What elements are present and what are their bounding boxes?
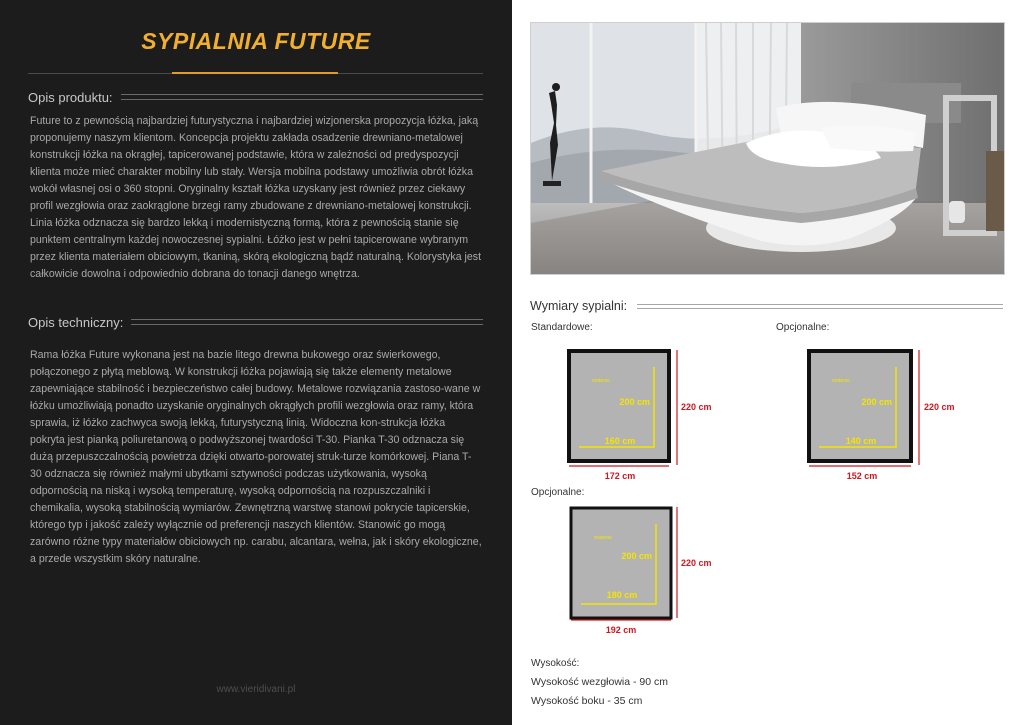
desc-heading-rule bbox=[121, 94, 483, 100]
outer-width-label: 172 cm bbox=[604, 471, 636, 481]
tech-heading-rule bbox=[131, 319, 483, 325]
mattress-label: materac bbox=[592, 378, 611, 384]
optional-label-2: Opcjonalne: bbox=[531, 487, 585, 498]
mattress-label: materac bbox=[594, 535, 613, 541]
inner-length-label: 200 cm bbox=[861, 397, 892, 407]
website-link[interactable]: www.vieridivani.pl bbox=[216, 684, 296, 695]
standard-label: Standardowe: bbox=[531, 322, 593, 333]
dimensions-heading bbox=[530, 298, 1003, 314]
bed-photo bbox=[530, 22, 1005, 275]
inner-length-label: 200 cm bbox=[621, 551, 652, 561]
bed-diagram-optional-2 bbox=[568, 504, 728, 644]
desc-text: Future to z pewnością najbardziej futurystyczna i najbardziej wizjonerska propozycja łóżka, jaką proponujemy naszym klientom. Koncepcja projektu zakłada osadzenie drewniano-metalowej konstrukcji łóżka na okrągłej, tapicerowanej podstawie, która w zależności od predyspozycji klienta może mieć charakter mobilny lub stały. Wersja mobilna podstawy umożliwia obrót łóżka wokół własnej osi o 360 stopni. Oryginalny kształt łóżka uzyskany jest również przez ciekawy profil wezgłowia oraz zaokrąglone brzegi ramy zbudowane z drewniano-metalowej konstrukcji. Linia łóżka odznacza się bardzo lekką i modernistyczną formą, która z pewnością stanie się punktem centralnym każdej nowoczesnej sypialni. Łóżko jest w pełni tapicerowane wybranym przez klienta materiałem obiciowym, tkaniną, skórą ekologiczną bądź naturalną. Kolorystyka jest całkowicie dowolna i odpowiednio dobrana do tonacji danego wnętrza. bbox=[30, 115, 482, 280]
outer-width-label: 152 cm bbox=[846, 471, 878, 481]
mattress-label: materac bbox=[832, 378, 851, 384]
title-underline bbox=[172, 72, 338, 74]
tech-heading-label: Opis techniczny: bbox=[28, 314, 124, 330]
dimensions-heading-label: Wymiary sypialni: bbox=[530, 299, 628, 313]
inner-width-label: 140 cm bbox=[845, 436, 877, 446]
outer-length-label: 220 cm bbox=[924, 402, 955, 412]
outer-length-label: 220 cm bbox=[681, 402, 712, 412]
outer-length-label: 220 cm bbox=[681, 558, 712, 568]
bed-diagram-standard bbox=[566, 347, 726, 487]
bed-diagram-optional-1 bbox=[806, 347, 966, 487]
heights-title: Wysokość: bbox=[531, 658, 580, 669]
outer-width-label: 192 cm bbox=[605, 625, 637, 635]
page-title: SYPIALNIA FUTURE bbox=[141, 28, 371, 54]
desc-heading bbox=[28, 88, 483, 106]
side-height: Wysokość boku - 35 cm bbox=[531, 695, 643, 707]
heights-block bbox=[531, 654, 668, 711]
bedroom-illustration bbox=[531, 23, 1004, 274]
inner-length-label: 200 cm bbox=[619, 397, 650, 407]
tech-heading bbox=[28, 313, 483, 331]
headboard-height: Wysokość wezgłowia - 90 cm bbox=[531, 676, 669, 688]
inner-width-label: 180 cm bbox=[606, 590, 638, 600]
optional-label-1: Opcjonalne: bbox=[776, 322, 830, 333]
tech-text: Rama łóżka Future wykonana jest na bazie litego drewna bukowego oraz świerkowego, połączonego z płytą meblową. W konstrukcji łóżka pojawiają się także elementy metalowe zapewniające stabilność i bezpieczeństwo całej budowy. Metalowe rozwiązania zastoso-wane w łóżku umożliwiają ponadto uzyskanie oryginalnych okrągłych profili wezgłowia oraz ramy, która sprawia, iż łóżko zachwyca swoją lekką, futurystyczną linią. Widoczna kon-strukcja łóżka pokryta jest pianką poliuretanową o podwyższonej twardości T-30. Pianka T-30 odznacza się dużą przepuszczalnością powietrza dzięki otwarto-porowatej struk-turze komórkowej. Piana T-30 odznacza się również małymi ubytkami sztywności podczas użytkowania, wysoką odpornością na niską i wysoką temperaturę, wysoką odpornością na rozpuszczalniki i chemikalia, wysoką stabilnością wymiarów. Zewnętrzną warstwę stanowi pokrycie tapicerskie, którego typ i jakość zależy wyłącznie od preferencji naszych klientów. Stanowić go mogą zarówno różne typy materiałów obiciowych np. carabu, alcantara, wełna, jak i skóry ekologiczne, a przede wszystkim skóry naturalne. bbox=[30, 349, 482, 565]
dimensions-heading-rule bbox=[637, 304, 1003, 309]
inner-width-label: 160 cm bbox=[604, 436, 636, 446]
desc-heading-label: Opis produktu: bbox=[28, 89, 113, 105]
